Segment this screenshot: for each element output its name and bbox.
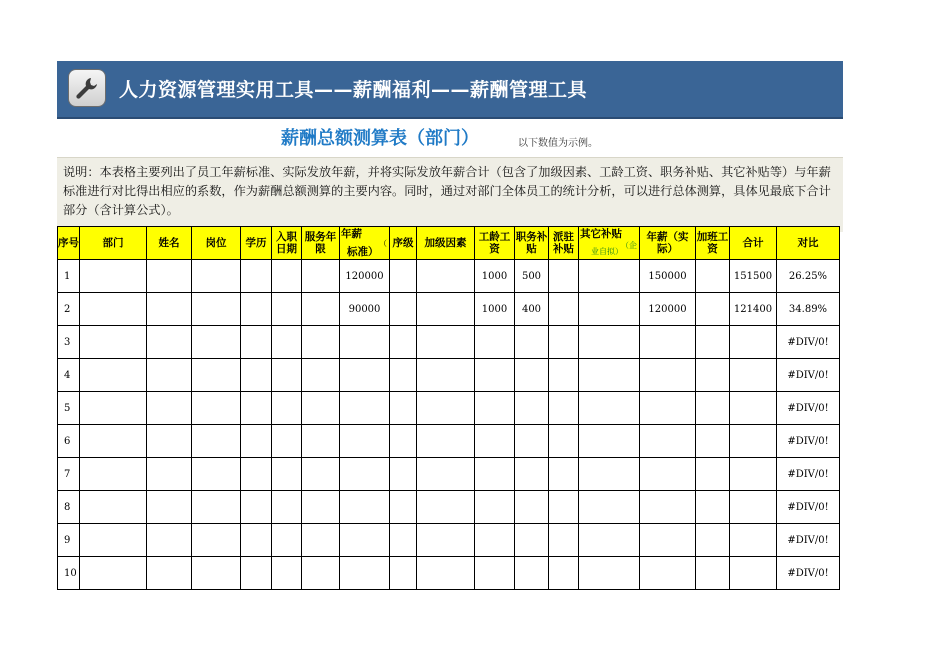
- seq-cell[interactable]: 2: [58, 293, 80, 326]
- join-date-cell[interactable]: [272, 392, 302, 425]
- edu-cell[interactable]: [241, 458, 272, 491]
- bonus-factor-cell[interactable]: [417, 293, 475, 326]
- col-service: 服务年限: [302, 227, 340, 260]
- other-allow-top: 其它补贴: [580, 228, 622, 240]
- post-cell[interactable]: [192, 293, 241, 326]
- dept-cell[interactable]: [80, 557, 147, 590]
- col-level: 序级: [390, 227, 417, 260]
- col-station-allow: 派驻补贴: [549, 227, 579, 260]
- seniority-cell[interactable]: [475, 557, 515, 590]
- actual-salary-cell[interactable]: [640, 359, 696, 392]
- std-salary-cell[interactable]: [340, 524, 390, 557]
- bonus-factor-cell[interactable]: [417, 260, 475, 293]
- col-post: 岗位: [192, 227, 241, 260]
- level-cell[interactable]: [390, 293, 417, 326]
- table-body: [58, 260, 840, 590]
- name-cell[interactable]: [147, 260, 192, 293]
- duty-allow-cell[interactable]: [515, 359, 549, 392]
- station-allow-cell[interactable]: [549, 458, 579, 491]
- total-cell[interactable]: [730, 326, 777, 359]
- table-row: [58, 392, 840, 425]
- dept-cell[interactable]: [80, 524, 147, 557]
- col-seq: 序号: [58, 227, 80, 260]
- col-duty-allow: 职务补贴: [515, 227, 549, 260]
- overtime-cell[interactable]: [696, 491, 730, 524]
- total-cell[interactable]: 151500: [730, 260, 777, 293]
- seniority-cell[interactable]: [475, 359, 515, 392]
- duty-allow-cell[interactable]: [515, 557, 549, 590]
- station-allow-cell[interactable]: [549, 557, 579, 590]
- other-allow-cell[interactable]: [579, 293, 640, 326]
- bonus-factor-cell[interactable]: [417, 524, 475, 557]
- post-cell[interactable]: [192, 557, 241, 590]
- std-salary-cell[interactable]: [340, 557, 390, 590]
- other-allow-bottom: 业自拟）: [591, 247, 623, 256]
- edu-cell[interactable]: [241, 326, 272, 359]
- join-date-cell[interactable]: [272, 425, 302, 458]
- table-row: [58, 425, 840, 458]
- total-cell[interactable]: [730, 458, 777, 491]
- salary-table-wrap: [57, 226, 840, 590]
- bonus-factor-cell[interactable]: [417, 425, 475, 458]
- bonus-factor-cell[interactable]: [417, 392, 475, 425]
- join-date-cell[interactable]: [272, 491, 302, 524]
- seq-cell[interactable]: 7: [58, 458, 80, 491]
- col-ratio: 对比: [777, 227, 840, 260]
- service-cell[interactable]: [302, 491, 340, 524]
- post-cell[interactable]: [192, 359, 241, 392]
- other-allow-cell[interactable]: [579, 524, 640, 557]
- dept-cell[interactable]: [80, 326, 147, 359]
- ratio-cell[interactable]: 34.89%: [777, 293, 840, 326]
- table-row: [58, 524, 840, 557]
- level-cell[interactable]: [390, 326, 417, 359]
- level-cell[interactable]: [390, 458, 417, 491]
- level-cell[interactable]: [390, 359, 417, 392]
- other-allow-cell[interactable]: [579, 392, 640, 425]
- table-row: [58, 359, 840, 392]
- col-other-allow: [579, 227, 640, 260]
- table-row: [58, 260, 840, 293]
- duty-allow-cell[interactable]: [515, 458, 549, 491]
- name-cell[interactable]: [147, 491, 192, 524]
- ratio-cell[interactable]: #DIV/0!: [777, 458, 840, 491]
- edu-cell[interactable]: [241, 491, 272, 524]
- seq-cell[interactable]: 9: [58, 524, 80, 557]
- std-salary-top: 年薪: [341, 228, 362, 240]
- actual-salary-cell[interactable]: [640, 524, 696, 557]
- seniority-cell[interactable]: 1000: [475, 260, 515, 293]
- actual-salary-cell[interactable]: 150000: [640, 260, 696, 293]
- level-cell[interactable]: [390, 260, 417, 293]
- std-salary-bottom: 标准）: [347, 246, 379, 258]
- wrench-icon: [69, 70, 105, 106]
- duty-allow-cell[interactable]: [515, 491, 549, 524]
- overtime-cell[interactable]: [696, 557, 730, 590]
- overtime-cell[interactable]: [696, 359, 730, 392]
- post-cell[interactable]: [192, 524, 241, 557]
- edu-cell[interactable]: [241, 524, 272, 557]
- edu-cell[interactable]: [241, 392, 272, 425]
- actual-salary-cell[interactable]: [640, 392, 696, 425]
- total-cell[interactable]: [730, 359, 777, 392]
- std-salary-cell[interactable]: [340, 458, 390, 491]
- station-allow-cell[interactable]: [549, 491, 579, 524]
- station-allow-cell[interactable]: [549, 524, 579, 557]
- name-cell[interactable]: [147, 392, 192, 425]
- title-banner: [57, 61, 843, 119]
- seq-cell[interactable]: 1: [58, 260, 80, 293]
- overtime-cell[interactable]: [696, 524, 730, 557]
- std-salary-cell[interactable]: [340, 491, 390, 524]
- service-cell[interactable]: [302, 458, 340, 491]
- table-row: [58, 491, 840, 524]
- other-allow-cell[interactable]: [579, 491, 640, 524]
- seq-cell[interactable]: 5: [58, 392, 80, 425]
- level-cell[interactable]: [390, 425, 417, 458]
- total-cell[interactable]: [730, 425, 777, 458]
- overtime-cell[interactable]: [696, 458, 730, 491]
- ratio-cell[interactable]: 26.25%: [777, 260, 840, 293]
- post-cell[interactable]: [192, 491, 241, 524]
- actual-salary-cell[interactable]: [640, 425, 696, 458]
- col-actual-salary: 年薪（实际）: [640, 227, 696, 260]
- std-salary-cell[interactable]: [340, 326, 390, 359]
- other-allow-cell[interactable]: [579, 326, 640, 359]
- dept-cell[interactable]: [80, 425, 147, 458]
- level-cell[interactable]: [390, 491, 417, 524]
- subtitle-row: [57, 121, 843, 155]
- dept-cell[interactable]: [80, 491, 147, 524]
- std-salary-cell[interactable]: [340, 425, 390, 458]
- page-title: 薪酬总额测算表（部门）: [281, 128, 479, 149]
- edu-cell[interactable]: [241, 425, 272, 458]
- salary-table: [57, 226, 840, 590]
- actual-salary-cell[interactable]: [640, 491, 696, 524]
- std-salary-cell[interactable]: [340, 392, 390, 425]
- col-std-salary: [340, 227, 390, 260]
- dept-cell[interactable]: [80, 458, 147, 491]
- duty-allow-cell[interactable]: [515, 326, 549, 359]
- overtime-cell[interactable]: [696, 425, 730, 458]
- total-cell[interactable]: [730, 557, 777, 590]
- other-allow-cell[interactable]: [579, 557, 640, 590]
- edu-cell[interactable]: [241, 293, 272, 326]
- duty-allow-cell[interactable]: 500: [515, 260, 549, 293]
- level-cell[interactable]: [390, 557, 417, 590]
- ratio-cell[interactable]: #DIV/0!: [777, 491, 840, 524]
- service-cell[interactable]: [302, 326, 340, 359]
- ratio-cell[interactable]: #DIV/0!: [777, 359, 840, 392]
- sample-note: 以下数值为示例。: [518, 138, 598, 149]
- duty-allow-cell[interactable]: [515, 524, 549, 557]
- overtime-cell[interactable]: [696, 326, 730, 359]
- actual-salary-cell[interactable]: 120000: [640, 293, 696, 326]
- total-cell[interactable]: [730, 524, 777, 557]
- join-date-cell[interactable]: [272, 326, 302, 359]
- table-row: [58, 557, 840, 590]
- total-cell[interactable]: [730, 392, 777, 425]
- join-date-cell[interactable]: [272, 260, 302, 293]
- dept-cell[interactable]: [80, 359, 147, 392]
- duty-allow-cell[interactable]: [515, 425, 549, 458]
- bonus-factor-cell[interactable]: [417, 458, 475, 491]
- service-cell[interactable]: [302, 359, 340, 392]
- dept-cell[interactable]: [80, 293, 147, 326]
- seniority-cell[interactable]: [475, 425, 515, 458]
- name-cell[interactable]: [147, 425, 192, 458]
- join-date-cell[interactable]: [272, 359, 302, 392]
- service-cell[interactable]: [302, 392, 340, 425]
- level-cell[interactable]: [390, 392, 417, 425]
- overtime-cell[interactable]: [696, 260, 730, 293]
- name-cell[interactable]: [147, 326, 192, 359]
- table-row: [58, 326, 840, 359]
- ratio-cell[interactable]: #DIV/0!: [777, 326, 840, 359]
- other-allow-cell[interactable]: [579, 260, 640, 293]
- seniority-cell[interactable]: 1000: [475, 293, 515, 326]
- station-allow-cell[interactable]: [549, 425, 579, 458]
- post-cell[interactable]: [192, 260, 241, 293]
- ratio-cell[interactable]: #DIV/0!: [777, 425, 840, 458]
- duty-allow-cell[interactable]: 400: [515, 293, 549, 326]
- total-cell[interactable]: 121400: [730, 293, 777, 326]
- total-cell[interactable]: [730, 491, 777, 524]
- post-cell[interactable]: [192, 425, 241, 458]
- service-cell[interactable]: [302, 260, 340, 293]
- other-allow-cell[interactable]: [579, 359, 640, 392]
- table-row: [58, 458, 840, 491]
- level-cell[interactable]: [390, 524, 417, 557]
- service-cell[interactable]: [302, 293, 340, 326]
- std-salary-cell[interactable]: 120000: [340, 260, 390, 293]
- join-date-cell[interactable]: [272, 557, 302, 590]
- service-cell[interactable]: [302, 557, 340, 590]
- table-row: [58, 293, 840, 326]
- actual-salary-cell[interactable]: [640, 326, 696, 359]
- other-allow-cell[interactable]: [579, 458, 640, 491]
- bonus-factor-cell[interactable]: [417, 359, 475, 392]
- name-cell[interactable]: [147, 293, 192, 326]
- dept-cell[interactable]: [80, 392, 147, 425]
- name-cell[interactable]: [147, 359, 192, 392]
- join-date-cell[interactable]: [272, 458, 302, 491]
- post-cell[interactable]: [192, 458, 241, 491]
- join-date-cell[interactable]: [272, 293, 302, 326]
- edu-cell[interactable]: [241, 260, 272, 293]
- col-dept: 部门: [80, 227, 147, 260]
- duty-allow-cell[interactable]: [515, 392, 549, 425]
- station-allow-cell[interactable]: [549, 293, 579, 326]
- edu-cell[interactable]: [241, 557, 272, 590]
- bonus-factor-cell[interactable]: [417, 326, 475, 359]
- overtime-cell[interactable]: [696, 392, 730, 425]
- overtime-cell[interactable]: [696, 293, 730, 326]
- post-cell[interactable]: [192, 326, 241, 359]
- ratio-cell[interactable]: #DIV/0!: [777, 557, 840, 590]
- std-salary-cell[interactable]: [340, 359, 390, 392]
- seq-cell[interactable]: 6: [58, 425, 80, 458]
- col-name: 姓名: [147, 227, 192, 260]
- seniority-cell[interactable]: [475, 392, 515, 425]
- post-cell[interactable]: [192, 392, 241, 425]
- col-bonus-factor: 加级因素: [417, 227, 475, 260]
- actual-salary-cell[interactable]: [640, 557, 696, 590]
- name-cell[interactable]: [147, 557, 192, 590]
- seq-cell[interactable]: 10: [58, 557, 80, 590]
- service-cell[interactable]: [302, 425, 340, 458]
- station-allow-cell[interactable]: [549, 392, 579, 425]
- seniority-cell[interactable]: [475, 524, 515, 557]
- col-join-date: 入职日期: [272, 227, 302, 260]
- join-date-cell[interactable]: [272, 524, 302, 557]
- banner-title: 人力资源管理实用工具——薪酬福利——薪酬管理工具: [119, 79, 588, 101]
- name-cell[interactable]: [147, 524, 192, 557]
- ratio-cell[interactable]: #DIV/0!: [777, 392, 840, 425]
- col-overtime: 加班工资: [696, 227, 730, 260]
- seq-cell[interactable]: 4: [58, 359, 80, 392]
- name-cell[interactable]: [147, 458, 192, 491]
- header-row: [58, 227, 840, 260]
- station-allow-cell[interactable]: [549, 359, 579, 392]
- edu-cell[interactable]: [241, 359, 272, 392]
- dept-cell[interactable]: [80, 260, 147, 293]
- col-edu: 学历: [241, 227, 272, 260]
- description-box: 说明：本表格主要列出了员工年薪标准、实际发放年薪，并将实际发放年薪合计（包含了加级因素、工龄工资、职务补贴、其它补贴等）与年薪标准进行对比得出相应的系数，作为薪酬总额测算的主要内容。同时，通过对部门全体员工的统计分析，可以进行总体测算，具体见最底下合计部分（含计算公式）。: [57, 157, 843, 232]
- seq-cell[interactable]: 3: [58, 326, 80, 359]
- bonus-factor-cell[interactable]: [417, 491, 475, 524]
- seq-cell[interactable]: 8: [58, 491, 80, 524]
- col-seniority: 工龄工资: [475, 227, 515, 260]
- actual-salary-cell[interactable]: [640, 458, 696, 491]
- station-allow-cell[interactable]: [549, 326, 579, 359]
- other-allow-paren: （企: [621, 241, 637, 250]
- seniority-cell[interactable]: [475, 458, 515, 491]
- std-salary-paren: （: [379, 239, 387, 248]
- seniority-cell[interactable]: [475, 491, 515, 524]
- std-salary-cell[interactable]: 90000: [340, 293, 390, 326]
- service-cell[interactable]: [302, 524, 340, 557]
- station-allow-cell[interactable]: [549, 260, 579, 293]
- ratio-cell[interactable]: #DIV/0!: [777, 524, 840, 557]
- bonus-factor-cell[interactable]: [417, 557, 475, 590]
- col-total: 合计: [730, 227, 777, 260]
- other-allow-cell[interactable]: [579, 425, 640, 458]
- seniority-cell[interactable]: [475, 326, 515, 359]
